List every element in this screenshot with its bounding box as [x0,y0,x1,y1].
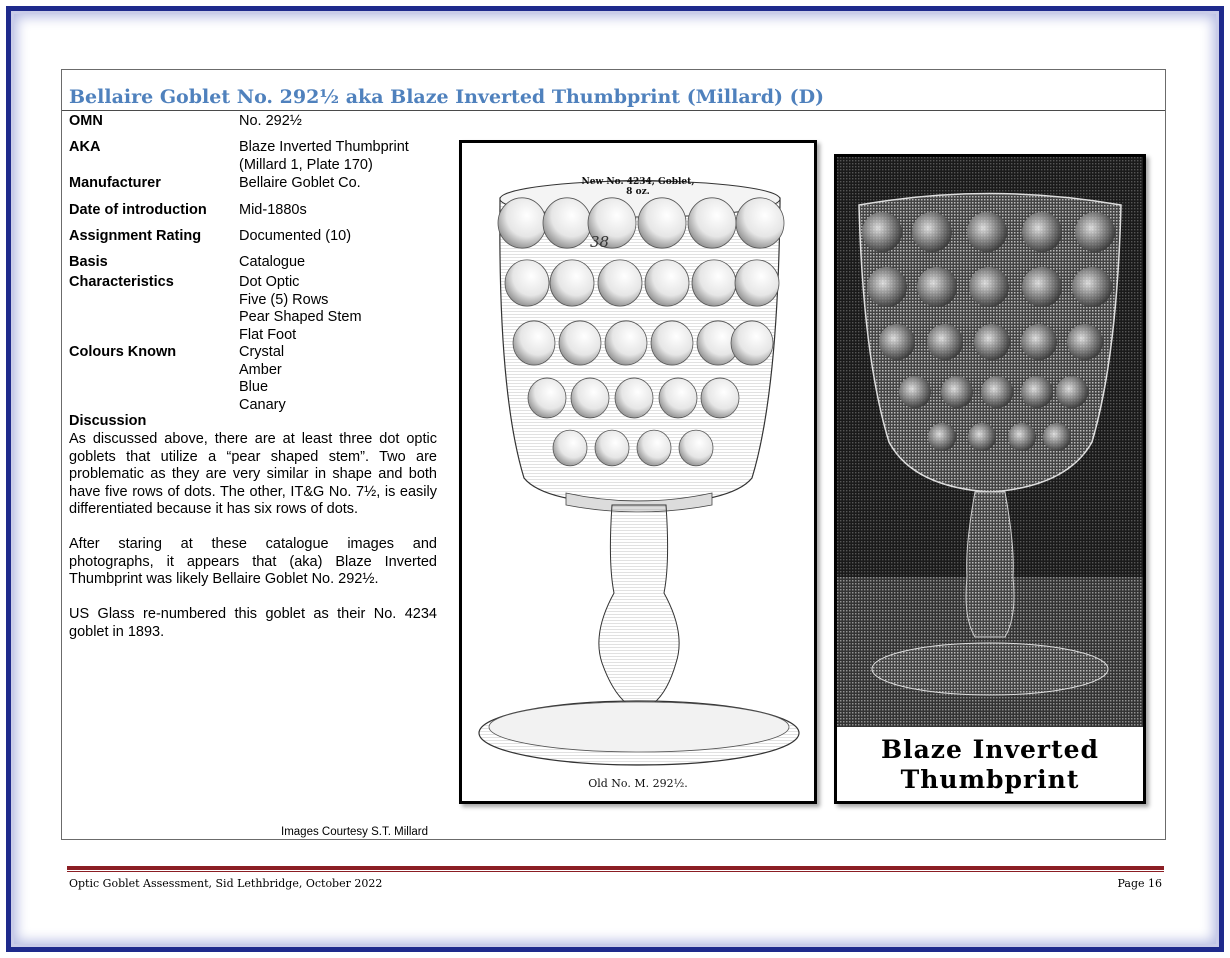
photo-dot [1075,212,1115,252]
goblet-engraving [462,143,814,801]
discussion-paragraph: As discussed above, there are at least three dot optic goblets that utilize a “pear shaped stem”. Two are problematic as they are very similar in shape and both have five rows of dots. The other, IT&G No. 7½, is easily differentiated because it has six rows of dots. [69,431,437,517]
goblet-photo-image [837,157,1143,727]
dot-optic [645,260,689,306]
field-label: Basis [69,254,108,270]
goblet-photograph [834,154,1146,804]
photo-dot [1022,267,1062,307]
photo-dot [1056,376,1088,408]
field-label: AKA [69,139,101,155]
field-value: No. 292½ [239,113,302,129]
field-label: Characteristics [69,274,174,290]
footer-text: Optic Goblet Assessment, Sid Lethbridge, October 2022 [69,877,383,890]
field-value: Bellaire Goblet Co. [239,175,361,191]
field-value-line: Canary [239,396,286,413]
field-value-line: Crystal [239,344,285,360]
field-value: Catalogue [239,254,306,270]
photo-dot [1021,324,1057,360]
photo-dot [967,212,1007,252]
dot-optic [605,321,647,365]
field-value: Mid-1880s [239,202,307,218]
photo-dot [928,423,956,451]
dot-optic [543,198,591,248]
dot-optic [615,378,653,418]
photo-dot [1021,376,1053,408]
field-label: Assignment Rating [69,228,202,244]
field-value-line: Blue [239,379,269,395]
photo-dot [917,267,957,307]
caption-line: New No. 4234, Goblet, [581,177,695,187]
discussion-heading: Discussion [69,413,147,429]
dot-optic [571,378,609,418]
dot-optic [559,321,601,365]
caption-line: Blaze Inverted [880,735,1100,764]
field-label: OMN [69,113,103,129]
dot-optic [679,430,713,466]
photo-dot [968,423,996,451]
photo-dot [867,267,907,307]
title-rule [62,110,1165,111]
photo-dot [1008,423,1036,451]
dot-optic [651,321,693,365]
field-value-line: Dot Optic [239,274,300,290]
discussion-paragraph: After staring at these catalogue images and photographs, it appears that (aka) Blaze Inverted Thumbprint was likely Bellaire Goblet No. 292½. [69,536,437,587]
caption-line: 8 oz. [626,187,650,197]
field-label: Colours Known [69,344,177,360]
dot-optic [688,198,736,248]
dot-optic [598,260,642,306]
photo-dot [927,324,963,360]
photo-dot [1043,423,1071,451]
field-value-line: Flat Foot [239,326,297,343]
field-label: Date of introduction [69,202,207,218]
footer-rule-thin [67,871,1164,872]
catalogue-illustration [459,140,817,804]
field-value-line: Blaze Inverted Thumbprint [239,139,409,155]
photo-caption [837,735,1143,795]
field-label: Manufacturer [69,175,161,191]
image-credit: Images Courtesy S.T. Millard [281,826,428,838]
page-number: Page 16 [1117,877,1162,890]
photo-dot [974,324,1010,360]
photo-dot [1067,324,1103,360]
discussion-paragraph: US Glass re-numbered this goblet as their No. 4234 goblet in 1893. [69,606,437,640]
dot-optic [513,321,555,365]
dot-optic [553,430,587,466]
dot-optic [659,378,697,418]
dot-optic [550,260,594,306]
photo-dot [1022,212,1062,252]
photo-dot [879,324,915,360]
photo-dot [899,376,931,408]
field-value-line: (Millard 1, Plate 170) [239,156,373,173]
field-value-line: Pear Shaped Stem [239,309,362,325]
photo-dot [981,376,1013,408]
field-value-line: Amber [239,361,282,378]
dot-optic [736,198,784,248]
footer-rule [67,866,1164,870]
photo-dot [912,212,952,252]
caption-line: Thumbprint [900,765,1080,794]
dot-optic [528,378,566,418]
dot-optic [638,198,686,248]
catalogue-bottom-caption: Old No. M. 292½. [588,777,688,790]
scribble-mark: 38 [590,233,610,251]
page-title: Bellaire Goblet No. 292½ aka Blaze Inverted Thumbprint (Millard) (D) [69,86,825,108]
catalogue-top-caption [462,177,814,197]
dot-optic [637,430,671,466]
photo-dot [969,267,1009,307]
dot-optic [505,260,549,306]
field-value: Documented (10) [239,228,352,244]
photo-dot [941,376,973,408]
photo-dot [862,212,902,252]
dot-optic [731,321,773,365]
dot-optic [595,430,629,466]
photo-dot [1072,267,1112,307]
dot-optic [701,378,739,418]
dot-optic [735,260,779,306]
field-value-line: Five (5) Rows [239,291,329,308]
dot-optic [692,260,736,306]
dot-optic [498,198,546,248]
